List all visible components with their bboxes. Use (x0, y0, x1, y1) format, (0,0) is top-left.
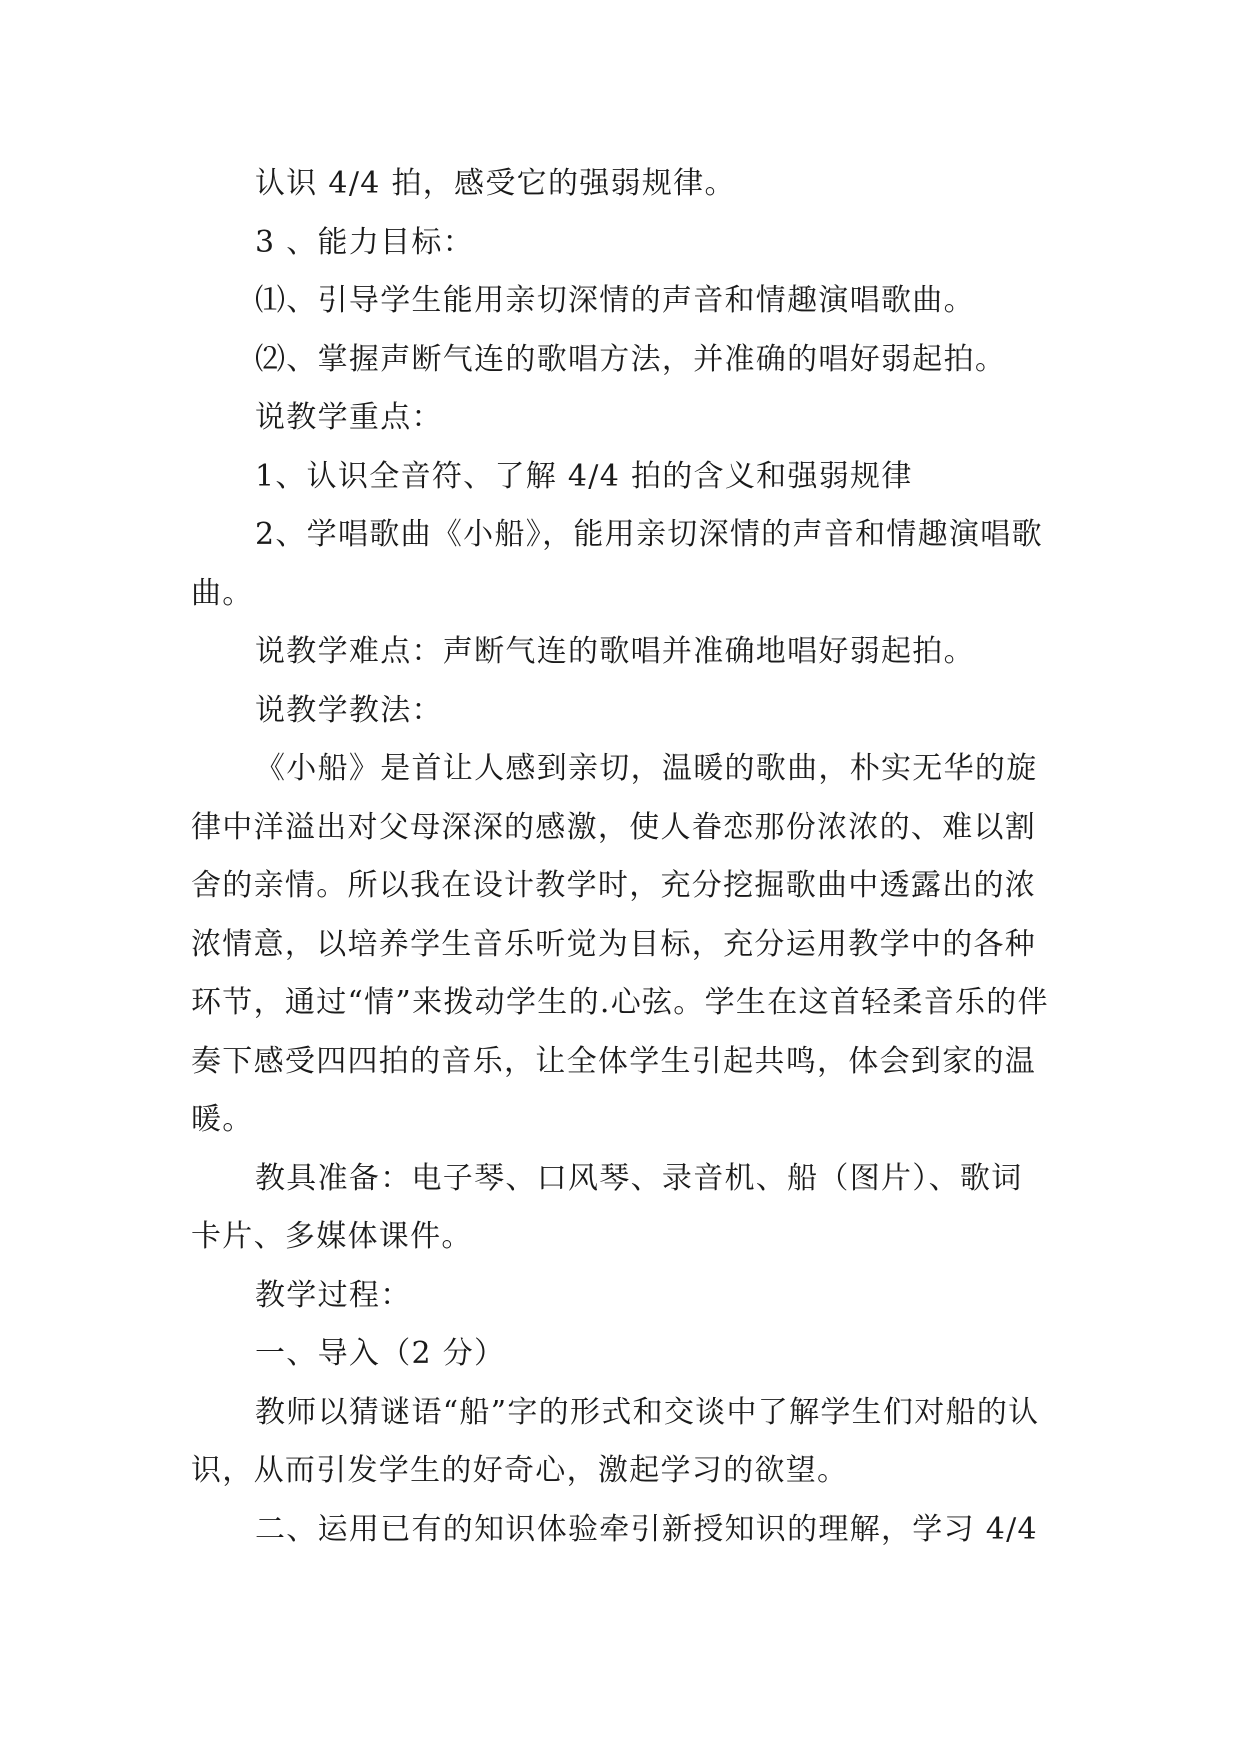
section-heading: 说教学重点： (255, 400, 443, 435)
paragraph: 二、运用已有的知识体验牵引新授知识的理解，学习 4/4 (255, 1511, 1038, 1547)
paragraph: ⑴、引导学生能用亲切深情的声音和情趣演唱歌曲。 (255, 283, 975, 318)
paragraph: 教师以猜谜语“船”字的形式和交谈中了解学生们对船的认识，从而引发学生的好奇心，激起学习的欲望。 (191, 1394, 1040, 1488)
paragraph: 说教学难点：声断气连的歌唱并准确地唱好弱起拍。 (255, 634, 975, 669)
paragraph: 教具准备：电子琴、口风琴、录音机、船（图片）、歌词卡片、多媒体课件。 (191, 1160, 1023, 1254)
section-heading: 说教学教法： (255, 692, 443, 728)
paragraph: ⑵、掌握声断气连的歌唱方法，并准确的唱好弱起拍。 (255, 341, 1007, 377)
paragraph: 1、认识全音符、了解 4/4 拍的含义和强弱规律 (255, 458, 913, 494)
document-body (191, 155, 1049, 1559)
paragraph: 《小船》是首让人感到亲切，温暖的歌曲，朴实无华的旋律中洋溢出对父母深深的感激，使人眷恋那份浓浓的、难以割舍的亲情。所以我在设计教学时，充分挖掘歌曲中透露出的浓浓情意，以培养学生音乐听觉为目标，充分运用教学中的各种环节，通过“情”来拨动学生的.心弦。学生在这首轻柔音乐的伴奏下感受四四拍的音乐，让全体学生引起共鸣，体会到家的温暖。 (191, 751, 1049, 1137)
paragraph: 一、导入（2 分） (255, 1336, 506, 1371)
section-heading: 教学过程： (255, 1277, 412, 1313)
paragraph: 2、学唱歌曲《小船》，能用亲切深情的声音和情趣演唱歌曲。 (191, 517, 1043, 611)
paragraph: 认识 4/4 拍，感受它的强弱规律。 (255, 166, 736, 201)
paragraph: 3 、能力目标： (255, 224, 475, 260)
